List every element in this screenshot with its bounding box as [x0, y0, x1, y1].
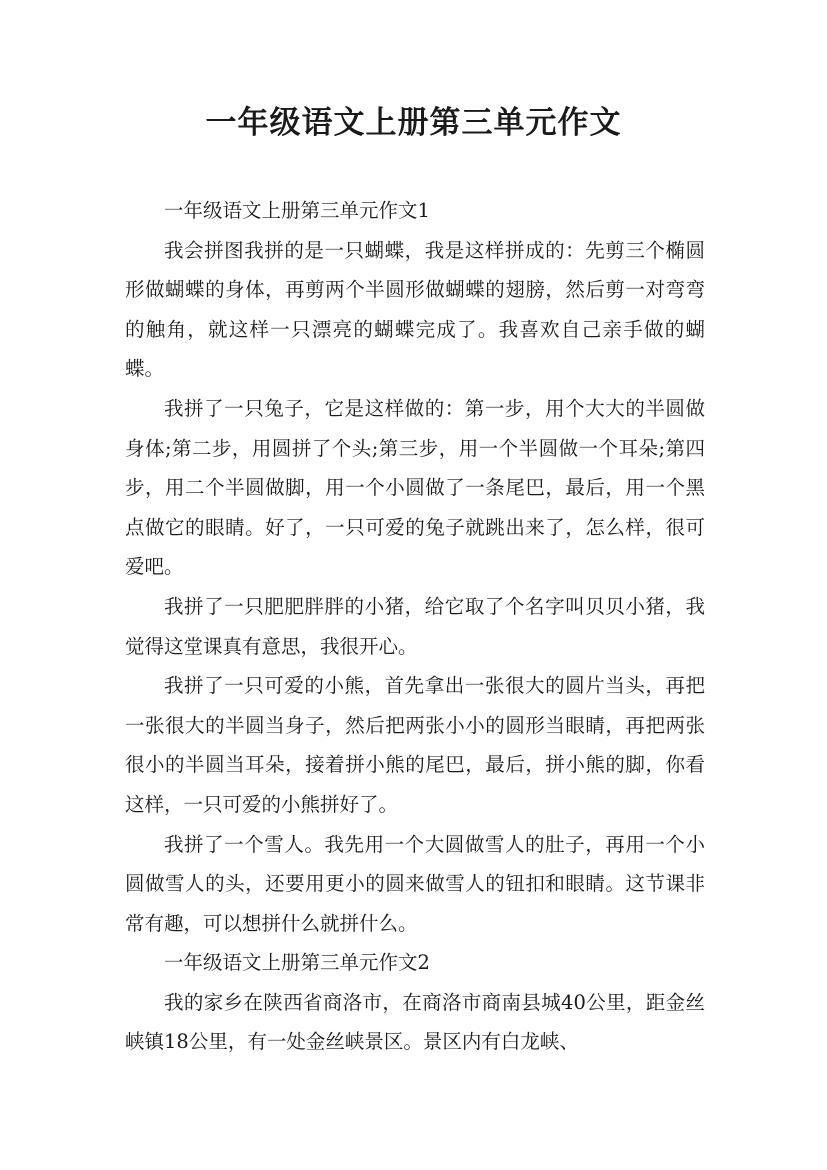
- paragraph: 我的家乡在陕西省商洛市，在商洛市商南县城40公里，距金丝峡镇18公里，有一处金丝峡景区。景区内有白龙峡、: [125, 990, 705, 1054]
- paragraph: 我拼了一只肥肥胖胖的小猪，给它取了个名字叫贝贝小猪，我觉得这堂课真有意思，我很开心。: [125, 594, 705, 658]
- paragraph: 我会拼图我拼的是一只蝴蝶，我是这样拼成的：先剪三个椭圆形做蝴蝶的身体，再剪两个半圆形做蝴蝶的翅膀，然后剪一对弯弯的触角，就这样一只漂亮的蝴蝶完成了。我喜欢自己亲手做的蝴蝶。: [125, 238, 705, 381]
- section-heading: 一年级语文上册第三单元作文2: [164, 951, 430, 975]
- paragraph: 我拼了一只兔子，它是这样做的：第一步，用个大大的半圆做身体;第二步，用圆拼了个头;第三步，用一个半圆做一个耳朵;第四步，用二个半圆做脚，用一个小圆做了一条尾巴，最后，用一个黑点做它的眼睛。好了，一只可爱的兔子就跳出来了，怎么样，很可爱吧。: [125, 396, 705, 579]
- paragraph: 我拼了一个雪人。我先用一个大圆做雪人的肚子，再用一个小圆做雪人的头，还要用更小的圆来做雪人的钮扣和眼睛。这节课非常有趣，可以想拼什么就拼什么。: [125, 832, 705, 935]
- section-heading: 一年级语文上册第三单元作文1: [164, 199, 430, 222]
- document-title: 一年级语文上册第三单元作文: [205, 105, 622, 141]
- document-body: [125, 191, 705, 1062]
- paragraph: 我拼了一只可爱的小熊，首先拿出一张很大的圆片当头，再把一张很大的半圆当身子，然后把两张小小的圆形当眼睛，再把两张很小的半圆当耳朵，接着拼小熊的尾巴，最后，拼小熊的脚，你看这样，一只可爱的小熊拼好了。: [125, 674, 705, 816]
